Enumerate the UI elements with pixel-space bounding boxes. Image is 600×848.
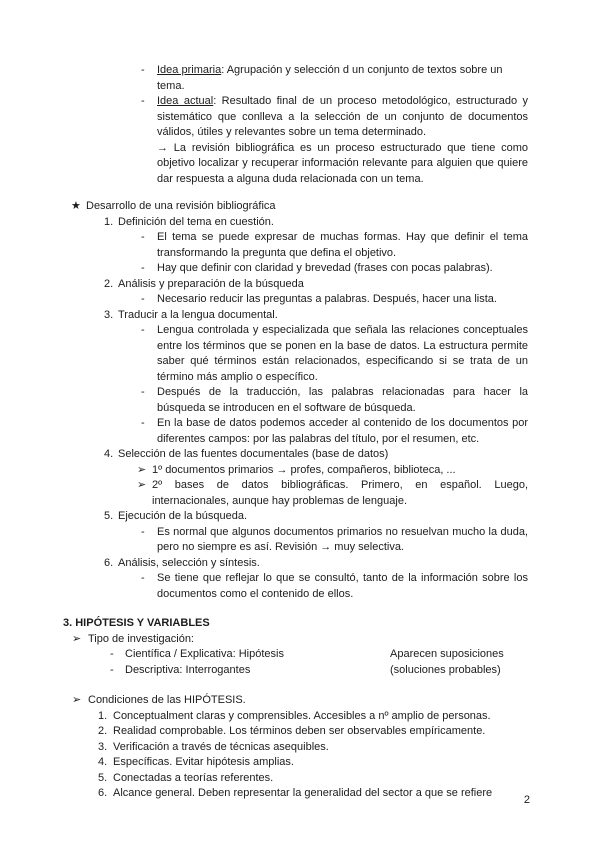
text-segment: : Agrupación y selección d un conjunto de textos sobre un tema. [157, 64, 503, 92]
list-item [0, 230, 600, 261]
line-text: → La revisión bibliográfica es un proceso estructurado que tiene como objetivo localizar y recuperar información relevante para alguien que quiere dar respuesta a alguna duda relacionada con un tema. [157, 141, 528, 185]
line-text: Alcance general. Deben representar la generalidad del sector a que se refiere [113, 787, 493, 799]
list-item [0, 740, 600, 756]
list-item [0, 771, 600, 787]
hyphen-bullet: - [141, 417, 145, 429]
line-text: Definición del tema en cuestión. [118, 215, 274, 228]
line-text: Realidad comprobable. Los términos deben ser observables empíricamente. [113, 725, 486, 737]
list-number: 4. [98, 756, 108, 768]
list-item [0, 724, 600, 740]
paragraph [0, 141, 600, 188]
line-text: Lengua controlada y especializada que señala las relaciones conceptuales entre los términos que se ponen en la base de datos. La estructura permite saber qué términos están relacionados, especificando si se trata de un término más amplio o específico. [157, 324, 528, 383]
hyphen-bullet: - [141, 324, 145, 336]
line-text: Desarrollo de una revisión bibliográfica [86, 200, 276, 212]
list-item [0, 292, 600, 308]
right-column-note: Aparecen suposiciones [390, 648, 504, 660]
line-text: Condiciones de las HIPÓTESIS. [88, 694, 246, 706]
section-heading: 3. HIPÓTESIS Y VARIABLES [63, 617, 210, 629]
paragraph-spacer [0, 187, 600, 199]
list-item [0, 63, 600, 94]
hyphen-bullet: - [141, 293, 145, 305]
line-text: 2º bases de datos bibliográficas. Primero, en español. Luego, internacionales, aunque hay problemas de lenguaje. [152, 479, 528, 507]
arrowhead-bullet-icon: ➢ [72, 632, 82, 645]
line-text: Científica / Explicativa: Hipótesis [125, 648, 284, 660]
hyphen-bullet: - [110, 663, 114, 676]
hyphen-bullet: - [110, 648, 114, 660]
list-item [0, 385, 600, 416]
star-bullet-icon: ★ [71, 200, 81, 212]
line-text: Específicas. Evitar hipótesis amplias. [113, 756, 294, 768]
line-text: El tema se puede expresar de muchas formas. Hay que definir el tema transformando la pregunta que defina el objetivo. [157, 231, 528, 259]
page-number: 2 [523, 794, 530, 806]
list-item [0, 199, 600, 215]
hyphen-bullet: - [141, 231, 145, 243]
hyphen-bullet: - [141, 572, 145, 584]
line-text: Análisis, selección y síntesis. [118, 556, 260, 569]
list-number: 2. [98, 725, 108, 737]
paragraph-spacer [0, 602, 600, 616]
list-item [0, 323, 600, 385]
list-number: 6. [104, 556, 114, 569]
list-item [0, 277, 600, 293]
arrowhead-bullet-icon: ➢ [137, 479, 147, 491]
list-number: 5. [104, 510, 114, 522]
line-text: Después de la traducción, las palabras relacionadas para hacer la búsqueda se introducen en el software de búsqueda. [157, 386, 528, 414]
list-item [0, 447, 600, 463]
list-item [0, 709, 600, 725]
list-item [0, 663, 600, 679]
text-segment: : Resultado final de un proceso metodológico, estructurado y sistemático que conlleva a la selección de un conjunto de documentos válidos, útiles y relevantes sobre un tema determinado. [157, 95, 529, 138]
list-item [0, 693, 600, 709]
line-text: Necesario reducir las preguntas a palabras. Después, hacer una lista. [157, 293, 497, 305]
list-item [0, 755, 600, 771]
hyphen-bullet: - [141, 262, 145, 274]
line-text [157, 94, 528, 141]
list-item [0, 308, 600, 324]
arrowhead-bullet-icon: ➢ [137, 463, 147, 476]
list-item [0, 556, 600, 572]
list-item [0, 478, 600, 509]
line-text: 1º documentos primarios → profes, compañeros, biblioteca, ... [152, 463, 456, 476]
list-number: 3. [104, 308, 114, 321]
line-text: Conectadas a teorías referentes. [113, 771, 274, 784]
line-text: Hay que definir con claridad y brevedad (frases con pocas palabras). [157, 262, 493, 274]
list-item [0, 215, 600, 231]
arrowhead-bullet-icon: ➢ [72, 694, 82, 706]
list-item [0, 463, 600, 479]
line-text: Tipo de investigación: [88, 632, 194, 645]
line-text [157, 63, 528, 94]
list-item [0, 632, 600, 648]
line-text: Verificación a través de técnicas asequibles. [113, 740, 329, 753]
paragraph-spacer [0, 678, 600, 693]
line-text: Es normal que algunos documentos primarios no resuelvan mucho la duda, pero no siempre es así. Revisión → muy selectiva. [157, 525, 528, 553]
line-text: Ejecución de la búsqueda. [118, 510, 248, 522]
hyphen-bullet: - [141, 386, 145, 398]
line-text: Traducir a la lengua documental. [118, 308, 278, 321]
underlined-term: Idea actual [157, 95, 214, 107]
hyphen-bullet: - [141, 95, 145, 107]
right-column-note: (soluciones probables) [390, 663, 501, 676]
list-item [0, 647, 600, 663]
list-item [0, 571, 600, 602]
line-text: Análisis y preparación de la búsqueda [118, 277, 304, 290]
list-item [0, 416, 600, 447]
line-text: Selección de las fuentes documentales (base de datos) [118, 448, 389, 460]
list-item [0, 509, 600, 525]
line-text: En la base de datos podemos acceder al contenido de los documentos por diferentes campos: por las palabras del título, por el resumen, etc. [157, 417, 528, 445]
line-text: Se tiene que reflejar lo que se consultó, tanto de la información sobre los documentos como el contenido de ellos. [157, 572, 528, 600]
list-number: 5. [98, 771, 108, 784]
document-body [0, 63, 600, 802]
list-number: 3. [98, 740, 108, 753]
list-number: 2. [104, 277, 114, 290]
line-text: Descriptiva: Interrogantes [125, 663, 251, 676]
list-item [0, 261, 600, 277]
list-number: 4. [104, 448, 114, 460]
list-number: 1. [98, 709, 108, 722]
list-number: 1. [104, 215, 114, 228]
list-number: 6. [98, 787, 108, 799]
list-item [0, 94, 600, 141]
line-text: Conceptualment claras y comprensibles. Accesibles a nº amplio de personas. [113, 709, 491, 722]
underlined-term: Idea primaria [157, 64, 222, 76]
hyphen-bullet: - [141, 525, 145, 538]
hyphen-bullet: - [141, 64, 145, 76]
list-item [0, 525, 600, 556]
